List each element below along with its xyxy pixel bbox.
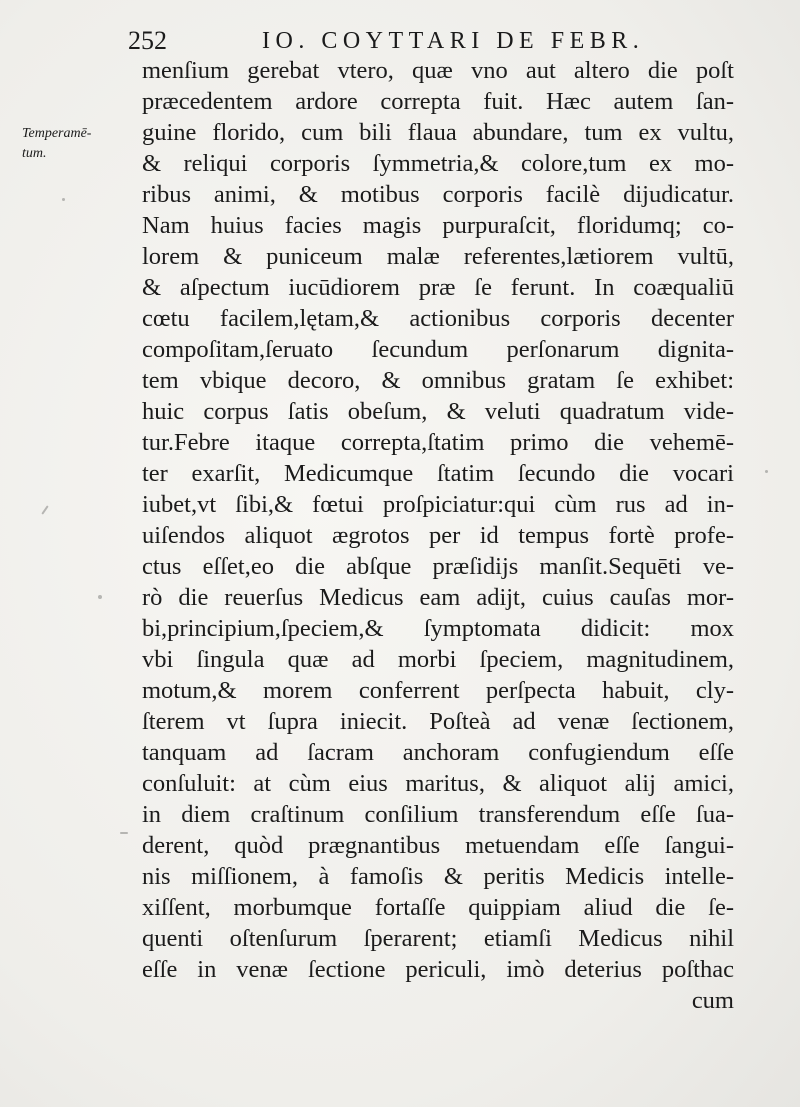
text-line: rò die reuerſus Medicus eam adijt, cuius cauſas mor- — [142, 584, 734, 611]
text-line: ctus eſſet,eo die abſque præſidijs manſit.Sequēti ve- — [142, 553, 734, 580]
margin-note — [22, 124, 132, 164]
paper-speck — [98, 595, 102, 599]
text-line: ribus animi, & motibus corporis facilè dijudicatur. — [142, 181, 734, 208]
body-text — [142, 55, 734, 1016]
text-line: uiſendos aliquot ægrotos per id tempus fortè profe- — [142, 522, 734, 549]
catchword: cum — [691, 987, 734, 1014]
text-line: motum,& morem conferrent perſpecta habuit, cly- — [142, 677, 734, 704]
margin-note-line: tum. — [22, 146, 47, 161]
running-head: IO. COYTTARI DE FEBR. — [262, 28, 645, 54]
text-line: derent, quòd prægnantibus metuendam eſſe ſangui- — [142, 832, 734, 859]
text-line: lorem & puniceum malæ referentes,lætiorem vultū, — [142, 243, 734, 270]
text-line: iubet,vt ſibi,& fœtui proſpiciatur:qui cùm rus ad in- — [142, 491, 734, 518]
text-line: Nam huius facies magis purpuraſcit, floridumq; co- — [142, 212, 734, 239]
text-line: compoſitam,ſeruato ſecundum perſonarum dignita- — [142, 336, 734, 363]
text-line: ſterem vt ſupra iniecit. Poſteà ad venæ ſectionem, — [142, 708, 734, 735]
margin-note-line: Temperamē- — [22, 126, 92, 141]
paper-speck — [765, 470, 768, 473]
text-line: nis miſſionem, à famoſis & peritis Medicis intelle- — [142, 863, 734, 890]
text-line: præcedentem ardore correpta fuit. Hæc autem ſan- — [142, 88, 734, 115]
text-line: quenti oſtenſurum ſperarent; etiamſi Medicus nihil — [142, 925, 734, 952]
text-line: vbi ſingula quæ ad morbi ſpeciem, magnitudinem, — [142, 646, 734, 673]
text-line: cœtu facilem,lętam,& actionibus corporis decenter — [142, 305, 734, 332]
text-line: tur.Febre itaque correpta,ſtatim primo die vehemē- — [142, 429, 734, 456]
text-line: & reliqui corporis ſymmetria,& colore,tum ex mo- — [142, 150, 734, 177]
text-line: in diem craſtinum conſilium transferendum eſſe ſua- — [142, 801, 734, 828]
text-line: menſium gerebat vtero, quæ vno aut altero die poſt — [142, 57, 734, 84]
text-line: & aſpectum iucūdiorem præ ſe ferunt. In coæqualiū — [142, 274, 734, 301]
text-line: tem vbique decoro, & omnibus gratam ſe exhibet: — [142, 367, 734, 394]
text-line: huic corpus ſatis obeſum, & veluti quadratum vide- — [142, 398, 734, 425]
page-header — [0, 20, 800, 60]
paper-speck — [41, 505, 48, 514]
page-number: 252 — [128, 26, 167, 55]
text-line: guine florido, cum bili flaua abundare, tum ex vultu, — [142, 119, 734, 146]
paper-speck — [62, 198, 65, 201]
text-line: ter exarſit, Medicumque ſtatim ſecundo die vocari — [142, 460, 734, 487]
text-line: xiſſent, morbumque fortaſſe quippiam aliud die ſe- — [142, 894, 734, 921]
text-line: conſuluit: at cùm eius maritus, & aliquot alij amici, — [142, 770, 734, 797]
paper-speck — [120, 832, 128, 834]
text-line: eſſe in venæ ſectione periculi, imò deterius poſthac — [142, 956, 734, 983]
text-line: tanquam ad ſacram anchoram confugiendum eſſe — [142, 739, 734, 766]
text-line: bi,principium,ſpeciem,& ſymptomata didicit: mox — [142, 615, 734, 642]
